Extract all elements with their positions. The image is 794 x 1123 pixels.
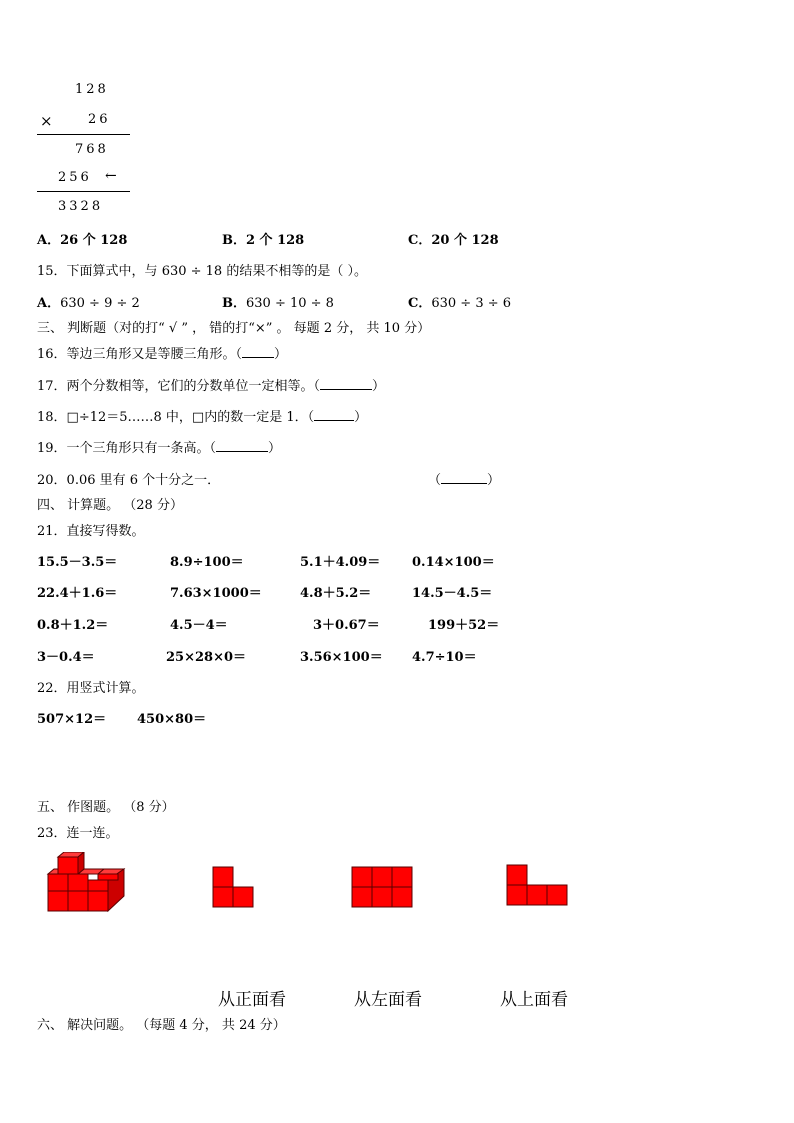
- q20-paren-close: ）: [487, 473, 501, 488]
- section5-title: 五、 作图题。 （8 分）: [37, 800, 175, 815]
- q19-text: 19．一个三角形只有一条高。（: [37, 441, 217, 456]
- q17: [37, 375, 385, 394]
- q14-option-a: A．26 个 128: [37, 233, 128, 248]
- multiplicand: 128: [75, 82, 109, 97]
- calc-item: 0.8＋1.2＝: [37, 618, 109, 633]
- calc-item: 8.9÷100＝: [170, 555, 244, 570]
- q15-option-c: [408, 292, 511, 311]
- q15-option-a-expr: 630 ÷ 9 ÷ 2: [60, 296, 140, 311]
- q15-stem-prefix: 15．下面算式中，与: [37, 264, 162, 279]
- calc-item: 4.7÷10＝: [412, 650, 477, 665]
- view-label-front: 从正面看: [218, 990, 286, 1010]
- calc-item: 7.63×1000＝: [170, 586, 262, 601]
- q22-item: 507×12＝: [37, 712, 107, 727]
- q19-paren-close: ）: [268, 441, 282, 456]
- calc-item: 0.14×100＝: [412, 555, 495, 570]
- q15-option-b: [222, 292, 334, 311]
- section4-title: 四、 计算题。 （28 分）: [37, 498, 183, 513]
- q15-option-b-expr: 630 ÷ 10 ÷ 8: [246, 296, 334, 311]
- q18: [37, 406, 367, 425]
- times-sign: ×: [40, 112, 53, 130]
- cube-solid-3d: [44, 852, 126, 914]
- q17-paren-close: ）: [372, 379, 386, 394]
- calc-item: 22.4＋1.6＝: [37, 586, 118, 601]
- q20-text: 20．0.06 里有 6 个十分之一．: [37, 473, 221, 488]
- calc-line-1: [37, 134, 130, 135]
- calc-item: 5.1＋4.09＝: [300, 555, 381, 570]
- q15-stem-expr: 630 ÷ 18: [161, 264, 223, 279]
- calc-line-2: [37, 191, 130, 192]
- answer-blank[interactable]: [242, 346, 274, 358]
- q20-paren-open: （: [428, 473, 442, 488]
- answer-blank[interactable]: [441, 472, 487, 484]
- q15-stem-suffix: 的结果不相等的是（ ）。: [222, 264, 367, 279]
- q14-option-c: C．20 个 128: [408, 233, 499, 248]
- multiplier: 26: [88, 112, 111, 127]
- calc-item: 3＋0.67＝: [313, 618, 380, 633]
- view-label-top: 从上面看: [500, 990, 568, 1010]
- q22-title: 22．用竖式计算。: [37, 681, 145, 696]
- product-result: 3328: [58, 199, 104, 214]
- view-shape-l-small: [212, 866, 256, 910]
- q19: [37, 437, 281, 456]
- calc-item: 4.8＋5.2＝: [300, 586, 372, 601]
- partial-product-1: 768: [75, 142, 109, 157]
- q15-option-c-expr: 630 ÷ 3 ÷ 6: [431, 296, 512, 311]
- q14-option-b: B．2 个 128: [222, 233, 305, 248]
- q15-option-b-label: B．: [222, 296, 246, 311]
- section6-title: 六、 解决问题。 （每题 4 分， 共 24 分）: [37, 1018, 286, 1033]
- calc-item: 199＋52＝: [428, 618, 500, 633]
- answer-blank[interactable]: [314, 409, 354, 421]
- q21-title: 21．直接写得数。: [37, 524, 145, 539]
- answer-blank[interactable]: [216, 440, 268, 452]
- calc-item: 3－0.4＝: [37, 650, 95, 665]
- q17-text: 17．两个分数相等，它们的分数单位一定相等。（: [37, 379, 321, 394]
- q20-answer: [428, 469, 500, 488]
- calc-item: 15.5－3.5＝: [37, 555, 118, 570]
- section3-title: 三、 判断题（对的打“ √ ” ， 错的打“×” 。 每题 2 分， 共 10 分）: [37, 321, 431, 336]
- partial-product-2: 256: [58, 170, 92, 185]
- answer-blank[interactable]: [320, 378, 372, 390]
- q22-item: 450×80＝: [137, 712, 207, 727]
- view-shape-rectangle: [351, 866, 413, 908]
- q15-option-c-label: C．: [408, 296, 432, 311]
- arrow-icon: ←: [105, 168, 117, 184]
- view-label-left: 从左面看: [354, 990, 422, 1010]
- calc-item: 3.56×100＝: [300, 650, 383, 665]
- q18-text: 18．□÷12＝5……8 中，□内的数一定是 1．（: [37, 410, 315, 425]
- q15-stem: [37, 260, 367, 279]
- q16: [37, 343, 287, 362]
- q15-option-a-label: A．: [37, 296, 61, 311]
- q16-paren-close: ）: [274, 347, 288, 362]
- q16-text: 16．等边三角形又是等腰三角形。（: [37, 347, 243, 362]
- calc-item: 4.5－4＝: [170, 618, 228, 633]
- view-shape-l-wide: [506, 864, 570, 908]
- q23-title: 23．连一连。: [37, 826, 119, 841]
- calc-item: 25×28×0＝: [166, 650, 247, 665]
- q15-option-a: [37, 292, 140, 311]
- q18-paren-close: ）: [354, 410, 368, 425]
- calc-item: 14.5－4.5＝: [412, 586, 493, 601]
